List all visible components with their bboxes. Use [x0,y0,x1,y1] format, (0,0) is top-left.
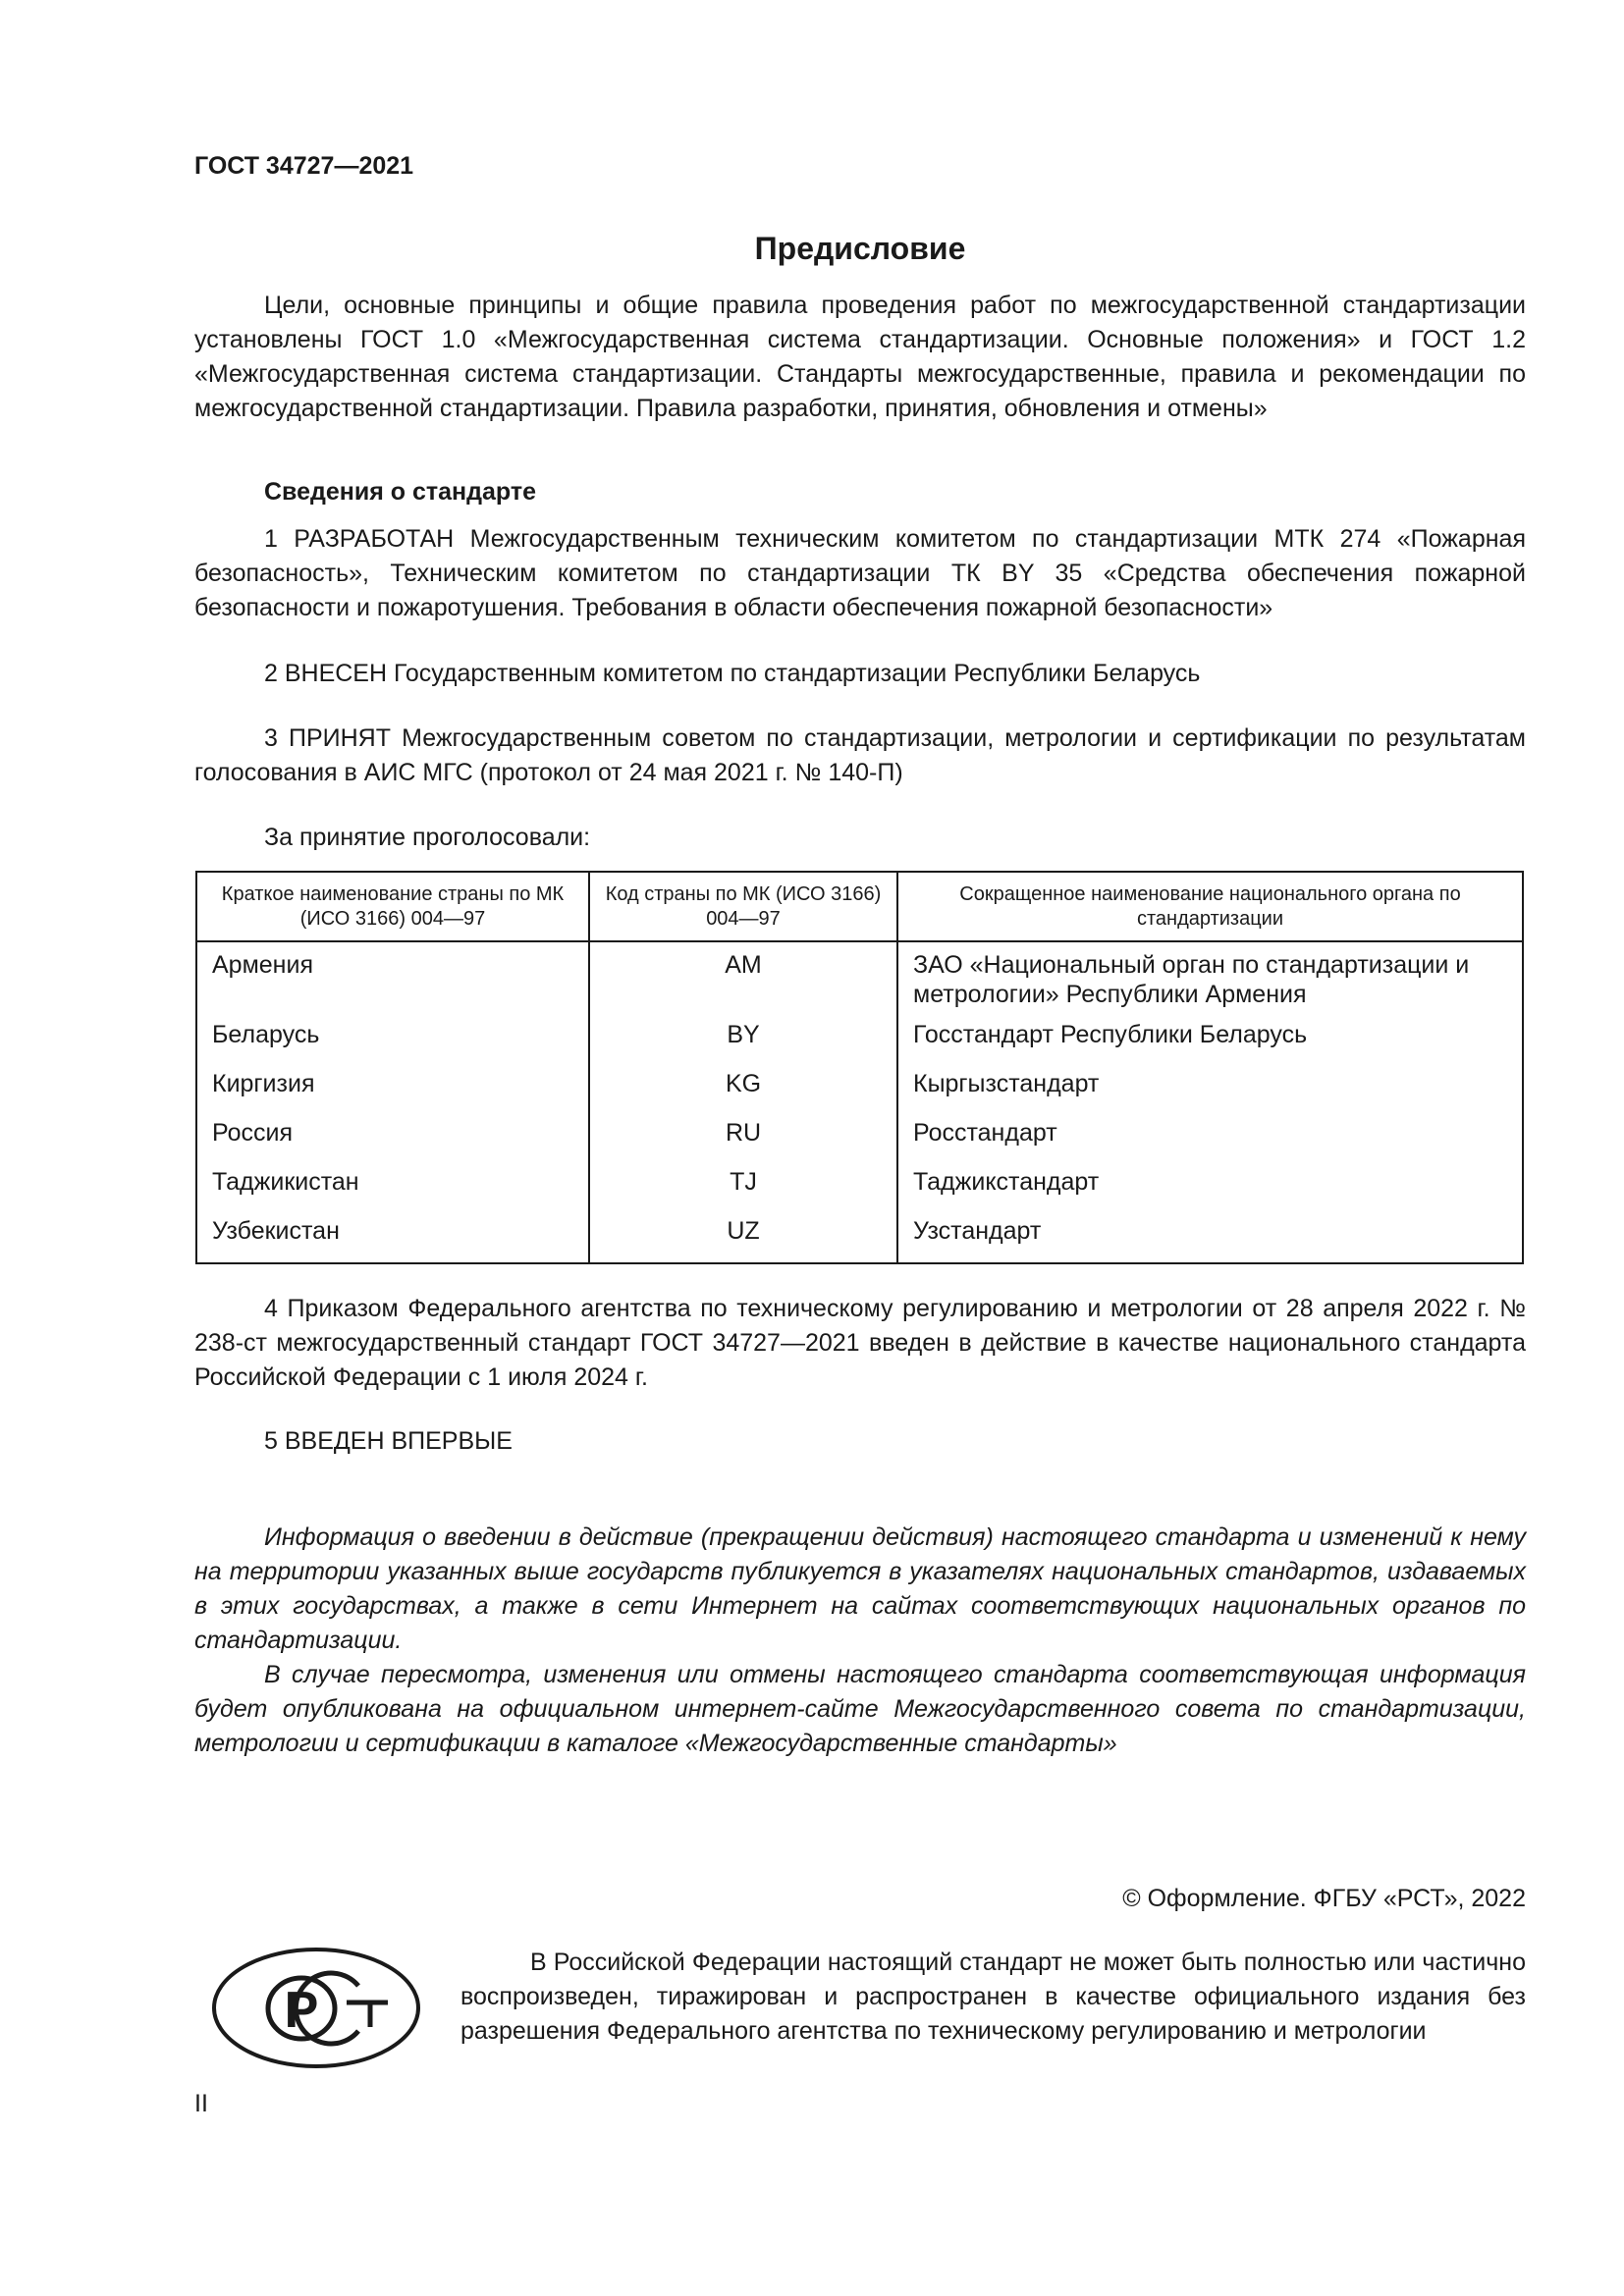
voted-label: За принятие проголосовали: [264,824,591,851]
country-cell: Беларусь [196,1020,589,1069]
country-cell: Узбекистан [196,1216,589,1263]
body-cell: Госстандарт Республики Беларусь [897,1020,1523,1069]
page-title: Предисловие [754,231,966,266]
column-header-country: Краткое наименование страны по МК (ИСО 3166) 004—97 [196,872,589,941]
body-cell: Таджикстандарт [897,1167,1523,1216]
table-row [196,941,1523,1020]
copyright-line: © Оформление. ФГБУ «РСТ», 2022 [1122,1885,1526,1912]
country-cell: Киргизия [196,1069,589,1118]
table-header-row [196,872,1523,941]
body-cell: Кыргызстандарт [897,1069,1523,1118]
document-code-header: ГОСТ 34727—2021 [194,152,414,180]
svg-text:Р: Р [284,1982,319,2039]
intro-paragraph: Цели, основные принципы и общие правила проведения работ по межгосударственной стандартизации установлены ГОСТ 1.0 «Межгосударственная система стандартизации. Основные положения» и ГОСТ 1.2 «Межгосударственная система стандартизации. Стандарты межгосударственные, правила и рекомендации по межгосударственной стандартизации. Правила разработки, принятия, обновления и отмены» [194,292,1526,422]
notice-paragraph-2: В случае пересмотра, изменения или отмены настоящего стандарта соответствующая информация будет опубликована на официальном интернет-сайте Межгосударственного совета по стандартизации, метрологии и сертификации в каталоге «Межгосударственные стандарты» [194,1661,1526,1757]
table-row [196,1167,1523,1216]
notice-paragraph-1: Информация о введении в действие (прекращении действия) настоящего стандарта и изменений к нему на территории указанных выше государств публикуется в указателях национальных стандартов, издаваемых в этих государствах, а также в сети Интернет на сайтах соответствующих национальных органов по стандартизации. [194,1523,1526,1654]
code-cell: BY [589,1020,897,1069]
country-cell: Таджикистан [196,1167,589,1216]
body-cell: Узстандарт [897,1216,1523,1263]
body-cell: Росстандарт [897,1118,1523,1167]
votes-table [195,871,1524,1264]
item-first-time: 5 ВВЕДЕН ВПЕРВЫЕ [264,1427,513,1455]
item-order: 4 Приказом Федерального агентства по техническому регулированию и метрологии от 28 апреля 2022 г. № 238-ст межгосударственный стандарт ГОСТ 34727—2021 введен в действие в качестве национального стандарта Российской Федерации с 1 июля 2024 г. [194,1295,1526,1391]
country-cell: Армения [196,941,589,1020]
column-header-body: Сокращенное наименование национального органа по стандартизации [897,872,1523,941]
item-developed: 1 РАЗРАБОТАН Межгосударственным техническим комитетом по стандартизации МТК 274 «Пожарная безопасность», Техническим комитетом по стандартизации ТК BY 35 «Средства обеспечения пожарной безопасности и пожаротушения. Требования в области обеспечения пожарной безопасности» [194,525,1526,621]
legal-notice: В Российской Федерации настоящий стандарт не может быть полностью или частично воспроизведен, тиражирован и распространен в качестве официального издания без разрешения Федерального агентства по техническому регулированию и метрологии [460,1949,1526,2045]
body-cell: ЗАО «Национальный орган по стандартизации и метрологии» Республики Армения [897,941,1523,1020]
column-header-code: Код страны по МК (ИСО 3166) 004—97 [589,872,897,941]
code-cell: UZ [589,1216,897,1263]
table-row [196,1216,1523,1263]
code-cell: AM [589,941,897,1020]
code-cell: KG [589,1069,897,1118]
item-introduced: 2 ВНЕСЕН Государственным комитетом по стандартизации Республики Беларусь [264,660,1201,687]
item-adopted: 3 ПРИНЯТ Межгосударственным советом по стандартизации, метрологии и сертификации по результатам голосования в АИС МГС (протокол от 24 мая 2021 г. № 140-П) [194,724,1526,786]
code-cell: TJ [589,1167,897,1216]
rst-certification-mark-icon [211,1947,421,2069]
table-row [196,1069,1523,1118]
table-row [196,1118,1523,1167]
page-number: II [194,2090,208,2117]
code-cell: RU [589,1118,897,1167]
country-cell: Россия [196,1118,589,1167]
table-row [196,1020,1523,1069]
info-heading: Сведения о стандарте [264,478,537,506]
